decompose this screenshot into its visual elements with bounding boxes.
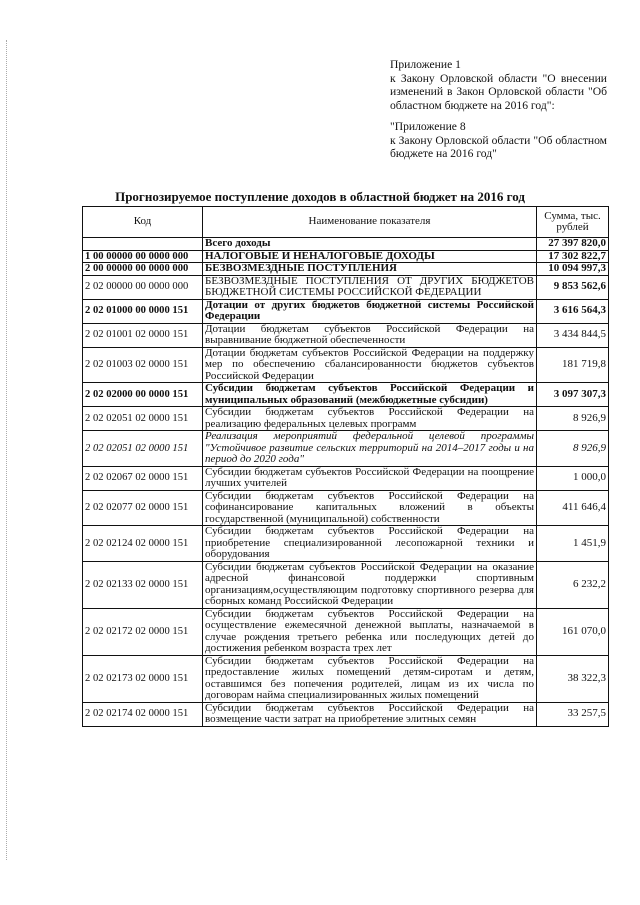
row-sum: 3 434 844,5 bbox=[537, 323, 609, 347]
row-code: 2 02 02067 02 0000 151 bbox=[83, 466, 203, 490]
table-row bbox=[83, 347, 609, 383]
row-sum: 181 719,8 bbox=[537, 347, 609, 383]
appendix-block-1 bbox=[390, 58, 607, 112]
row-code: 2 02 02174 02 0000 151 bbox=[83, 702, 203, 726]
row-code: 2 02 02124 02 0000 151 bbox=[83, 526, 203, 562]
row-name: БЕЗВОЗМЕЗДНЫЕ ПОСТУПЛЕНИЯ bbox=[203, 263, 537, 276]
table-row bbox=[83, 608, 609, 655]
table-row bbox=[83, 250, 609, 263]
row-name: Субсидии бюджетам субъектов Российской Федерации на приобретение специализированной лесопожарной техники и оборудования bbox=[203, 526, 537, 562]
row-sum: 3 616 564,3 bbox=[537, 299, 609, 323]
row-code: 2 02 02051 02 0000 151 bbox=[83, 407, 203, 431]
table-row bbox=[83, 561, 609, 608]
row-sum: 8 926,9 bbox=[537, 431, 609, 467]
appendix-gap bbox=[390, 112, 607, 120]
row-code: 2 02 02051 02 0000 151 bbox=[83, 431, 203, 467]
table-row bbox=[83, 431, 609, 467]
table-row bbox=[83, 323, 609, 347]
row-sum: 1 451,9 bbox=[537, 526, 609, 562]
table-row bbox=[83, 655, 609, 702]
row-name: Субсидии бюджетам субъектов Российской Федерации на возмещение части затрат на приобретение элитных семян bbox=[203, 702, 537, 726]
row-name: Субсидии бюджетам субъектов Российской Федерации и муниципальных образований (межбюджетные субсидии) bbox=[203, 383, 537, 407]
header-name: Наименование показателя bbox=[203, 207, 537, 238]
row-name: Дотации бюджетам субъектов Российской Федерации на поддержку мер по обеспечению сбалансированности бюджетов субъектов Российской Федерации bbox=[203, 347, 537, 383]
row-name: Субсидии бюджетам субъектов Российской Федерации на осуществление ежемесячной денежной выплаты, назначаемой в случае рождения третьего ребенка или последующих детей до достижения ребенком возраста трех лет bbox=[203, 608, 537, 655]
row-name: Субсидии бюджетам субъектов Российской Федерации на предоставление жилых помещений детям-сиротам и детям, оставшимся без попечения родителей, лицам из их числа по договорам найма специализированных жилых помещений bbox=[203, 655, 537, 702]
row-name: Субсидии бюджетам субъектов Российской Федерации на реализацию федеральных целевых программ bbox=[203, 407, 537, 431]
table-row bbox=[83, 383, 609, 407]
row-name: Всего доходы bbox=[203, 238, 537, 251]
row-sum: 161 070,0 bbox=[537, 608, 609, 655]
appendix-line: "Приложение 8 bbox=[390, 120, 466, 133]
row-sum: 1 000,0 bbox=[537, 466, 609, 490]
row-name: Субсидии бюджетам субъектов Российской Федерации на софинансирование капитальных вложений в объекты государственной (муниципальной) собственности bbox=[203, 490, 537, 526]
row-code: 2 02 02000 00 0000 151 bbox=[83, 383, 203, 407]
appendix-line: Приложение 1 bbox=[390, 58, 461, 71]
row-code: 2 02 00000 00 0000 000 bbox=[83, 275, 203, 299]
table-row bbox=[83, 275, 609, 299]
row-sum: 3 097 307,3 bbox=[537, 383, 609, 407]
row-code: 2 02 01003 02 0000 151 bbox=[83, 347, 203, 383]
table-row bbox=[83, 466, 609, 490]
row-name: Субсидии бюджетам субъектов Российской Федерации на поощрение лучших учителей bbox=[203, 466, 537, 490]
row-code: 2 02 02133 02 0000 151 bbox=[83, 561, 203, 608]
row-sum: 10 094 997,3 bbox=[537, 263, 609, 276]
table-row bbox=[83, 526, 609, 562]
row-code: 2 02 01000 00 0000 151 bbox=[83, 299, 203, 323]
table-body bbox=[83, 238, 609, 727]
row-code: 2 02 01001 02 0000 151 bbox=[83, 323, 203, 347]
appendix-block-2 bbox=[390, 120, 607, 161]
row-sum: 17 302 822,7 bbox=[537, 250, 609, 263]
row-name: Субсидии бюджетам субъектов Российской Федерации на оказание адресной финансовой поддержки спортивным организациям,осуществляющим подготовку спортивного резерва для сборных команд Российской Федерации bbox=[203, 561, 537, 608]
table-header-row bbox=[83, 207, 609, 238]
table-row bbox=[83, 238, 609, 251]
table-row bbox=[83, 702, 609, 726]
row-code bbox=[83, 238, 203, 251]
row-name: БЕЗВОЗМЕЗДНЫЕ ПОСТУПЛЕНИЯ ОТ ДРУГИХ БЮДЖЕТОВ БЮДЖЕТНОЙ СИСТЕМЫ РОССИЙСКОЙ ФЕДЕРАЦИИ bbox=[203, 275, 537, 299]
row-sum: 27 397 820,0 bbox=[537, 238, 609, 251]
table-row bbox=[83, 407, 609, 431]
row-name: НАЛОГОВЫЕ И НЕНАЛОГОВЫЕ ДОХОДЫ bbox=[203, 250, 537, 263]
row-code: 2 02 02077 02 0000 151 bbox=[83, 490, 203, 526]
row-sum: 38 322,3 bbox=[537, 655, 609, 702]
row-code: 2 00 00000 00 0000 000 bbox=[83, 263, 203, 276]
row-name: Реализация мероприятий федеральной целевой программы "Устойчивое развитие сельских территорий на 2014–2017 годы и на период до 2020 года" bbox=[203, 431, 537, 467]
row-name: Дотации бюджетам субъектов Российской Федерации на выравнивание бюджетной обеспеченности bbox=[203, 323, 537, 347]
row-sum: 411 646,4 bbox=[537, 490, 609, 526]
header-code: Код bbox=[83, 207, 203, 238]
scan-edge-dots bbox=[6, 40, 7, 860]
header-sum: Сумма, тыс. рублей bbox=[537, 207, 609, 238]
table-row bbox=[83, 299, 609, 323]
appendix-line: к Закону Орловской области "Об областном бюджете на 2016 год" bbox=[390, 133, 607, 160]
appendix-note bbox=[390, 58, 607, 161]
row-code: 1 00 00000 00 0000 000 bbox=[83, 250, 203, 263]
row-sum: 8 926,9 bbox=[537, 407, 609, 431]
row-code: 2 02 02173 02 0000 151 bbox=[83, 655, 203, 702]
row-sum: 9 853 562,6 bbox=[537, 275, 609, 299]
appendix-line: к Закону Орловской области "О внесении изменений в Закон Орловской области "Об областном бюджете на 2016 год": bbox=[390, 71, 607, 112]
table-row bbox=[83, 263, 609, 276]
row-sum: 33 257,5 bbox=[537, 702, 609, 726]
row-sum: 6 232,2 bbox=[537, 561, 609, 608]
row-code: 2 02 02172 02 0000 151 bbox=[83, 608, 203, 655]
table-row bbox=[83, 490, 609, 526]
revenue-table bbox=[82, 206, 609, 727]
row-name: Дотации от других бюджетов бюджетной системы Российской Федерации bbox=[203, 299, 537, 323]
document-title: Прогнозируемое поступление доходов в областной бюджет на 2016 год bbox=[115, 189, 525, 204]
